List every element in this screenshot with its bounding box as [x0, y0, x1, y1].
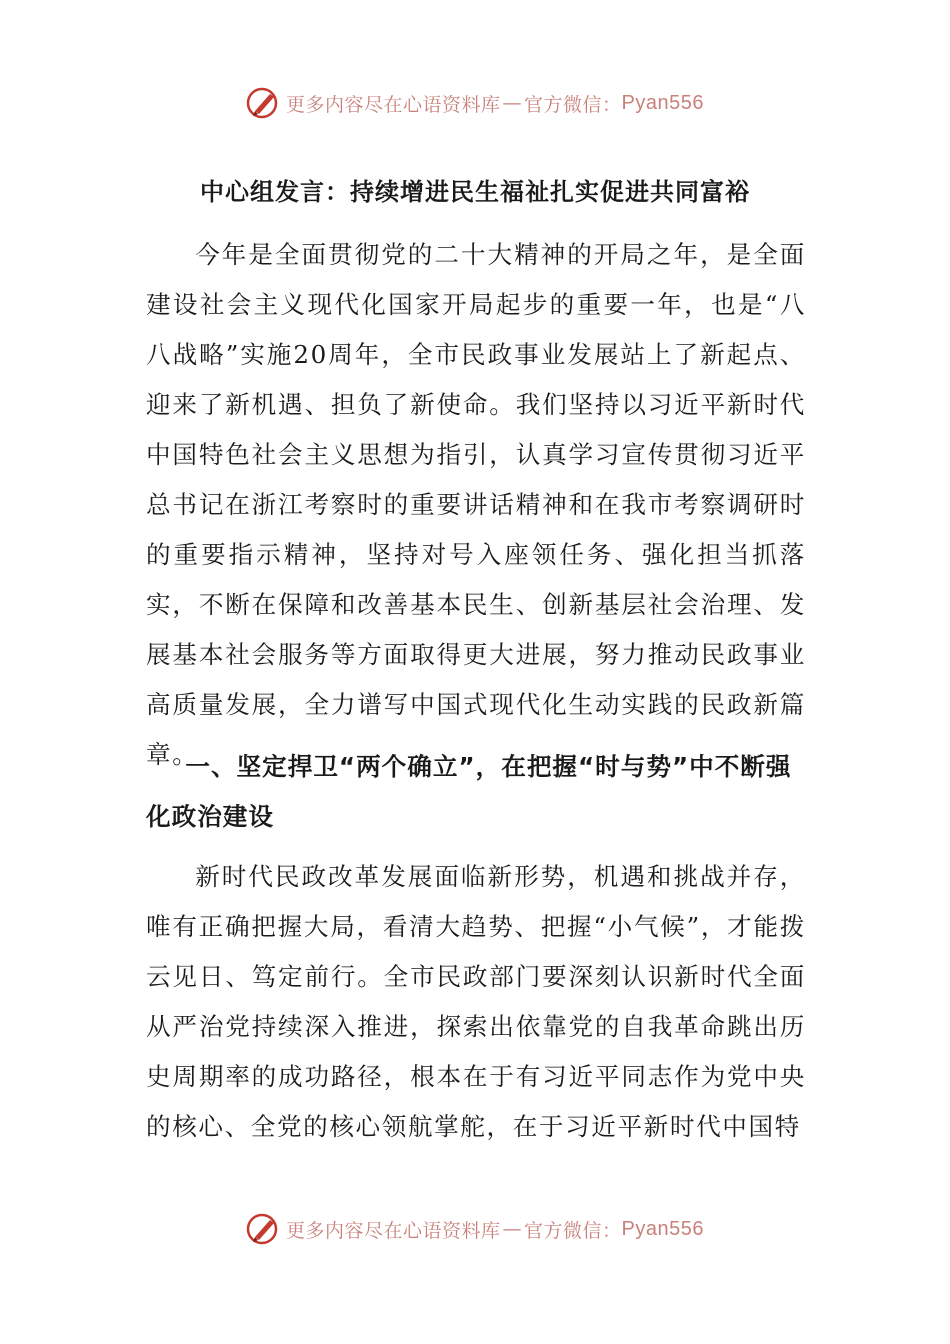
watermark-wechat-label: 官方微信： — [524, 93, 622, 116]
watermark-separator: — — [502, 92, 523, 114]
pen-logo-icon — [246, 1212, 282, 1246]
watermark-site-text: 更多内容尽在心语资料库 — [286, 93, 501, 116]
paragraph-1: 今年是全面贯彻党的二十大精神的开局之年，是全面建设社会主义现代化国家开局起步的重要一年，也是“八八战略”实施20周年，全市民政事业发展站上了新起点、迎来了新机遇、担负了新使命。我们坚持以习近平新时代中国特色社会主义思想为指引，认真学习宣传贯彻习近平总书记在浙江考察时的重要讲话精神和在我市考察调研时的重要指示精神，坚持对号入座领任务、强化担当抓落实，不断在保障和改善基本民生、创新基层社会治理、发展基本社会服务等方面取得更大进展，努力推动民政事业高质量发展，全力谱写中国式现代化生动实践的民政新篇章。 — [146, 240, 806, 769]
watermark-banner-bottom — [0, 1209, 950, 1249]
watermark-wechat-id: Pyan556 — [621, 1217, 704, 1240]
watermark-wechat-label: 官方微信： — [524, 1219, 622, 1242]
watermark-banner-top — [0, 83, 950, 123]
watermark-wechat-id: Pyan556 — [621, 91, 704, 114]
document-title: 中心组发言：持续增进民生福祉扎实促进共同富裕 — [200, 178, 750, 206]
paragraph-2: 新时代民政改革发展面临新形势，机遇和挑战并存，唯有正确把握大局，看清大趋势、把握“小气候”，才能拨云见日、笃定前行。全市民政部门要深刻认识新时代全面从严治党持续深入推进，探索出依靠党的自我革命跳出历史周期率的成功路径，根本在于有习近平同志作为党中央的核心、全党的核心领航掌舵，在于习近平新时代中国特 — [146, 862, 806, 1141]
section-heading-1: 一、坚定捍卫“两个确立”，在把握“时与势”中不断强化政治建设 — [146, 752, 792, 831]
watermark-site-text: 更多内容尽在心语资料库 — [286, 1219, 501, 1242]
pen-logo-icon — [246, 86, 282, 120]
watermark-separator: — — [502, 1218, 523, 1240]
